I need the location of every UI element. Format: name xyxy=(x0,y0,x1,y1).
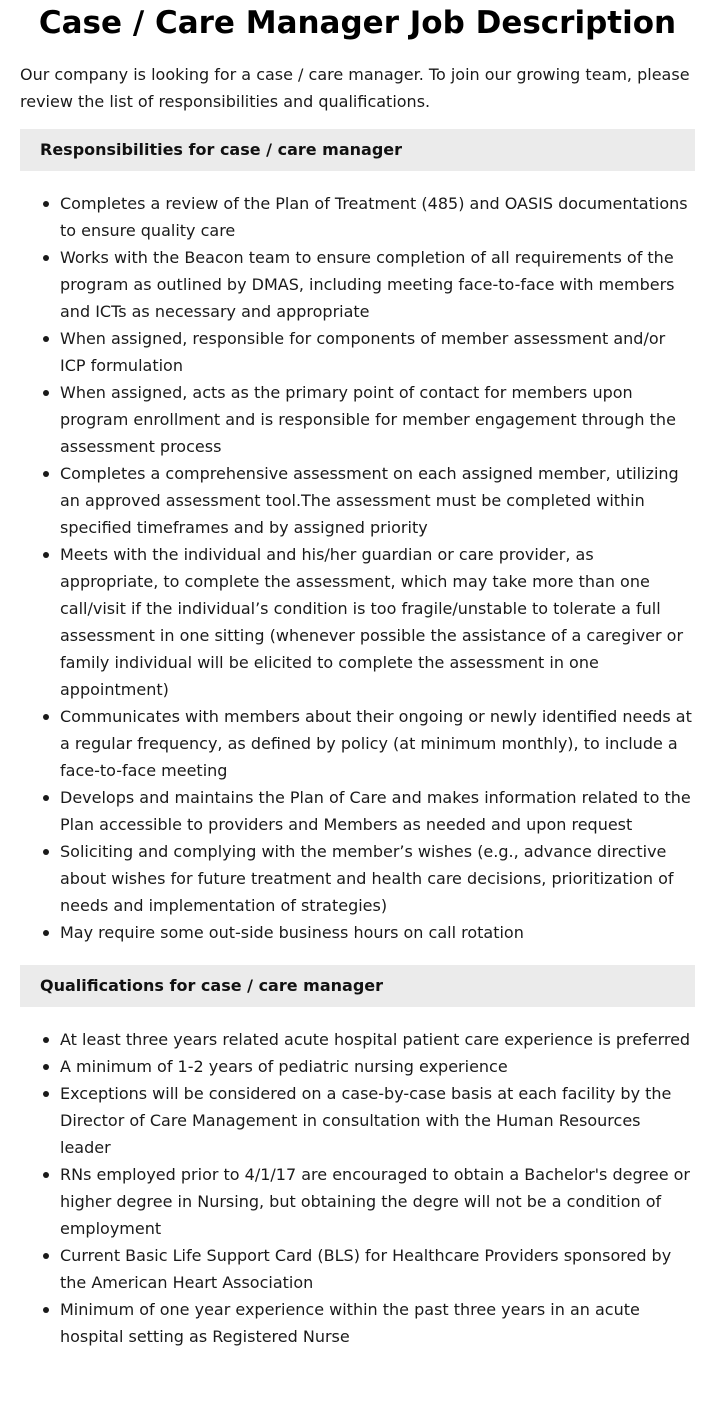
list-item: When assigned, acts as the primary point of contact for members upon program enrollment and is responsible for member engagement through the assessment process xyxy=(60,379,695,460)
list-item: Develops and maintains the Plan of Care and makes information related to the Plan accessible to providers and Members as needed and upon request xyxy=(60,784,695,838)
list-item: Current Basic Life Support Card (BLS) for Healthcare Providers sponsored by the American Heart Association xyxy=(60,1242,695,1296)
list-item: Completes a comprehensive assessment on each assigned member, utilizing an approved assessment tool.The assessment must be completed within specified timeframes and by assigned priority xyxy=(60,460,695,541)
list-item: At least three years related acute hospital patient care experience is preferred xyxy=(60,1026,695,1053)
list-item: Exceptions will be considered on a case-by-case basis at each facility by the Director of Care Management in consultation with the Human Resources leader xyxy=(60,1080,695,1161)
responsibilities-heading: Responsibilities for case / care manager xyxy=(20,129,695,171)
list-item: May require some out-side business hours on call rotation xyxy=(60,919,695,946)
list-item: Soliciting and complying with the member’s wishes (e.g., advance directive about wishes for future treatment and health care decisions, prioritization of needs and implementation of strategies) xyxy=(60,838,695,919)
qualifications-heading: Qualifications for case / care manager xyxy=(20,965,695,1007)
list-item: When assigned, responsible for components of member assessment and/or ICP formulation xyxy=(60,325,695,379)
list-item: A minimum of 1-2 years of pediatric nursing experience xyxy=(60,1053,695,1080)
qualifications-list xyxy=(20,1026,695,1350)
responsibilities-list xyxy=(20,190,695,946)
intro-paragraph: Our company is looking for a case / care manager. To join our growing team, please review the list of responsibilities and qualifications. xyxy=(20,65,690,111)
list-item: RNs employed prior to 4/1/17 are encouraged to obtain a Bachelor's degree or higher degree in Nursing, but obtaining the degre will not be a condition of employment xyxy=(60,1161,695,1242)
list-item: Meets with the individual and his/her guardian or care provider, as appropriate, to complete the assessment, which may take more than one call/visit if the individual’s condition is too fragile/unstable to tolerate a full assessment in one sitting (whenever possible the assistance of a caregiver or family individual will be elicited to complete the assessment in one appointment) xyxy=(60,541,695,703)
list-item: Works with the Beacon team to ensure completion of all requirements of the program as outlined by DMAS, including meeting face-to-face with members and ICTs as necessary and appropriate xyxy=(60,244,695,325)
list-item: Completes a review of the Plan of Treatment (485) and OASIS documentations to ensure quality care xyxy=(60,190,695,244)
list-item: Minimum of one year experience within the past three years in an acute hospital setting as Registered Nurse xyxy=(60,1296,695,1350)
page-title: Case / Care Manager Job Description xyxy=(38,5,677,41)
list-item: Communicates with members about their ongoing or newly identified needs at a regular frequency, as defined by policy (at minimum monthly), to include a face-to-face meeting xyxy=(60,703,695,784)
